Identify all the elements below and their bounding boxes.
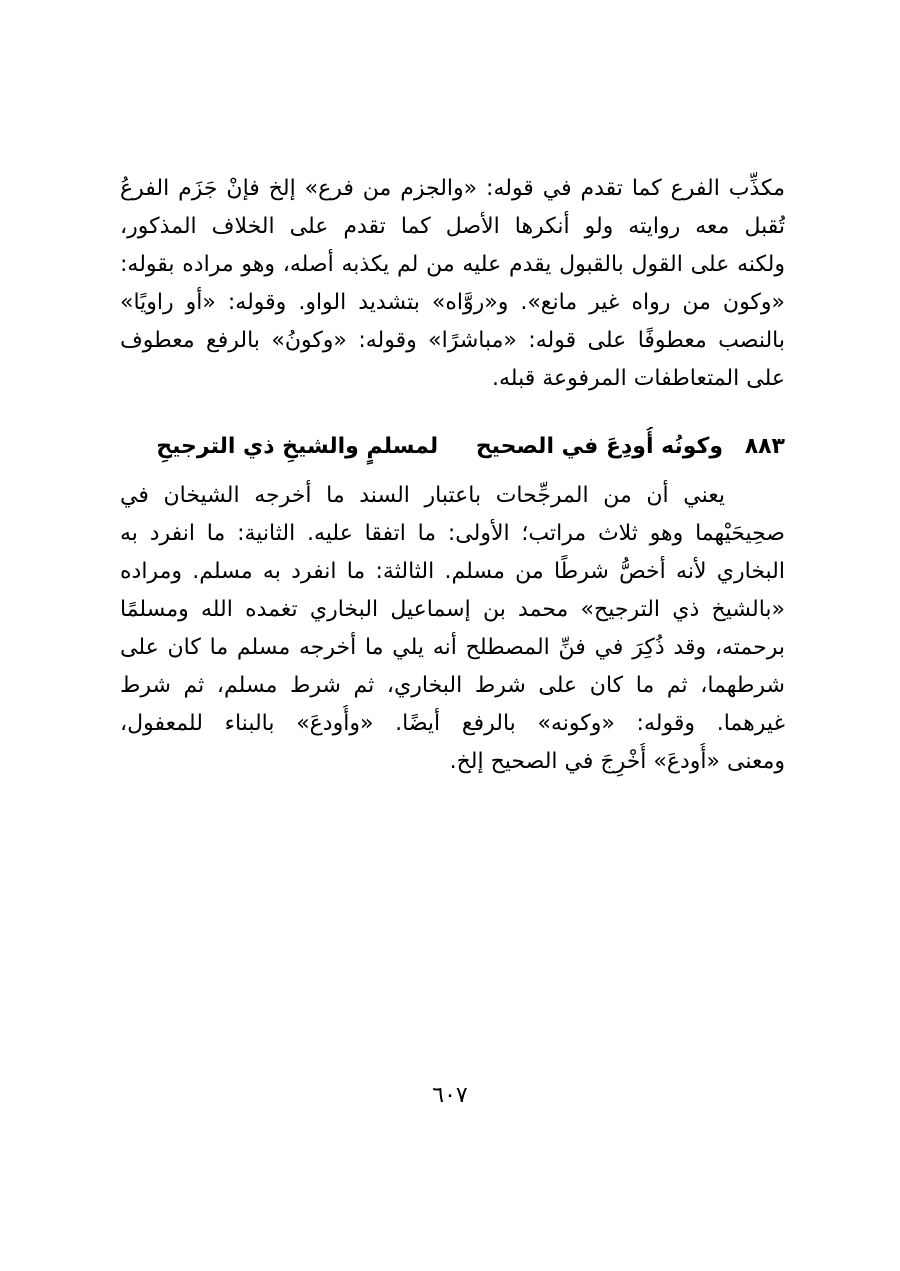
verse-line [120, 427, 785, 467]
paragraph-commentary-continued [120, 170, 785, 398]
text-line: برحمته، وقد ذُكِرَ في فنِّ المصطلح أنه يلي ما أخرجه مسلم ما كان على [120, 635, 785, 660]
text-line: البخاري لأنه أخصُّ شرطًا من مسلم. الثالثة: ما انفرد به مسلم. ومراده [120, 559, 785, 584]
text-line: ولكنه على القول بالقبول يقدم عليه من لم يكذبه أصله، وهو مراده بقوله: [120, 252, 785, 277]
verse-hemistich-first: وكونُه أُودِعَ في الصحيح [475, 434, 724, 459]
text-line: «وكون من رواه غير مانع». و«روَّاه» بتشديد الواو. وقوله: «أو راويًا» [120, 290, 785, 315]
text-line: غيرهما. وقوله: «وكونه» بالرفع أيضًا. «وأُودعَ» بالبناء للمعفول، [120, 711, 785, 736]
text-line: بالنصب معطوفًا على قوله: «مباشرًا» وقوله: «وكونُ» بالرفع معطوف [120, 328, 785, 353]
text-line: صحِيحَيْهما وهو ثلاث مراتب؛ الأولى: ما اتفقا عليه. الثانية: ما انفرد به [120, 521, 785, 546]
paragraph-commentary [120, 477, 785, 781]
verse-hemistich-second: لمسلمٍ والشيخِ ذي الترجيحِ [156, 434, 439, 459]
text-line: ومعنى «أُودعَ» أُخْرِجَ في الصحيح إلخ. [449, 749, 785, 774]
verse-number: ٨٨٣ [744, 434, 785, 459]
text-line: تُقبل معه روايته ولو أنكرها الأصل كما تقدم على الخلاف المذكور، [120, 214, 785, 239]
text-line: على المتعاطفات المرفوعة قبله. [492, 366, 785, 391]
text-line: «بالشيخ ذي الترجيح» محمد بن إسماعيل البخاري تغمده الله ومسلمًا [120, 597, 785, 622]
text-line: مكذِّب الفرع كما تقدم في قوله: «والجزم من فرع» إلخ فإنْ جَزَم الفرعُ [120, 176, 785, 201]
page-number: ٦٠٧ [432, 1083, 468, 1108]
text-line: يعني أن من المرجِّحات باعتبار السند ما أخرجه الشيخان في [120, 483, 725, 508]
text-line: شرطهما، ثم ما كان على شرط البخاري، ثم شرط مسلم، ثم شرط [120, 673, 785, 698]
